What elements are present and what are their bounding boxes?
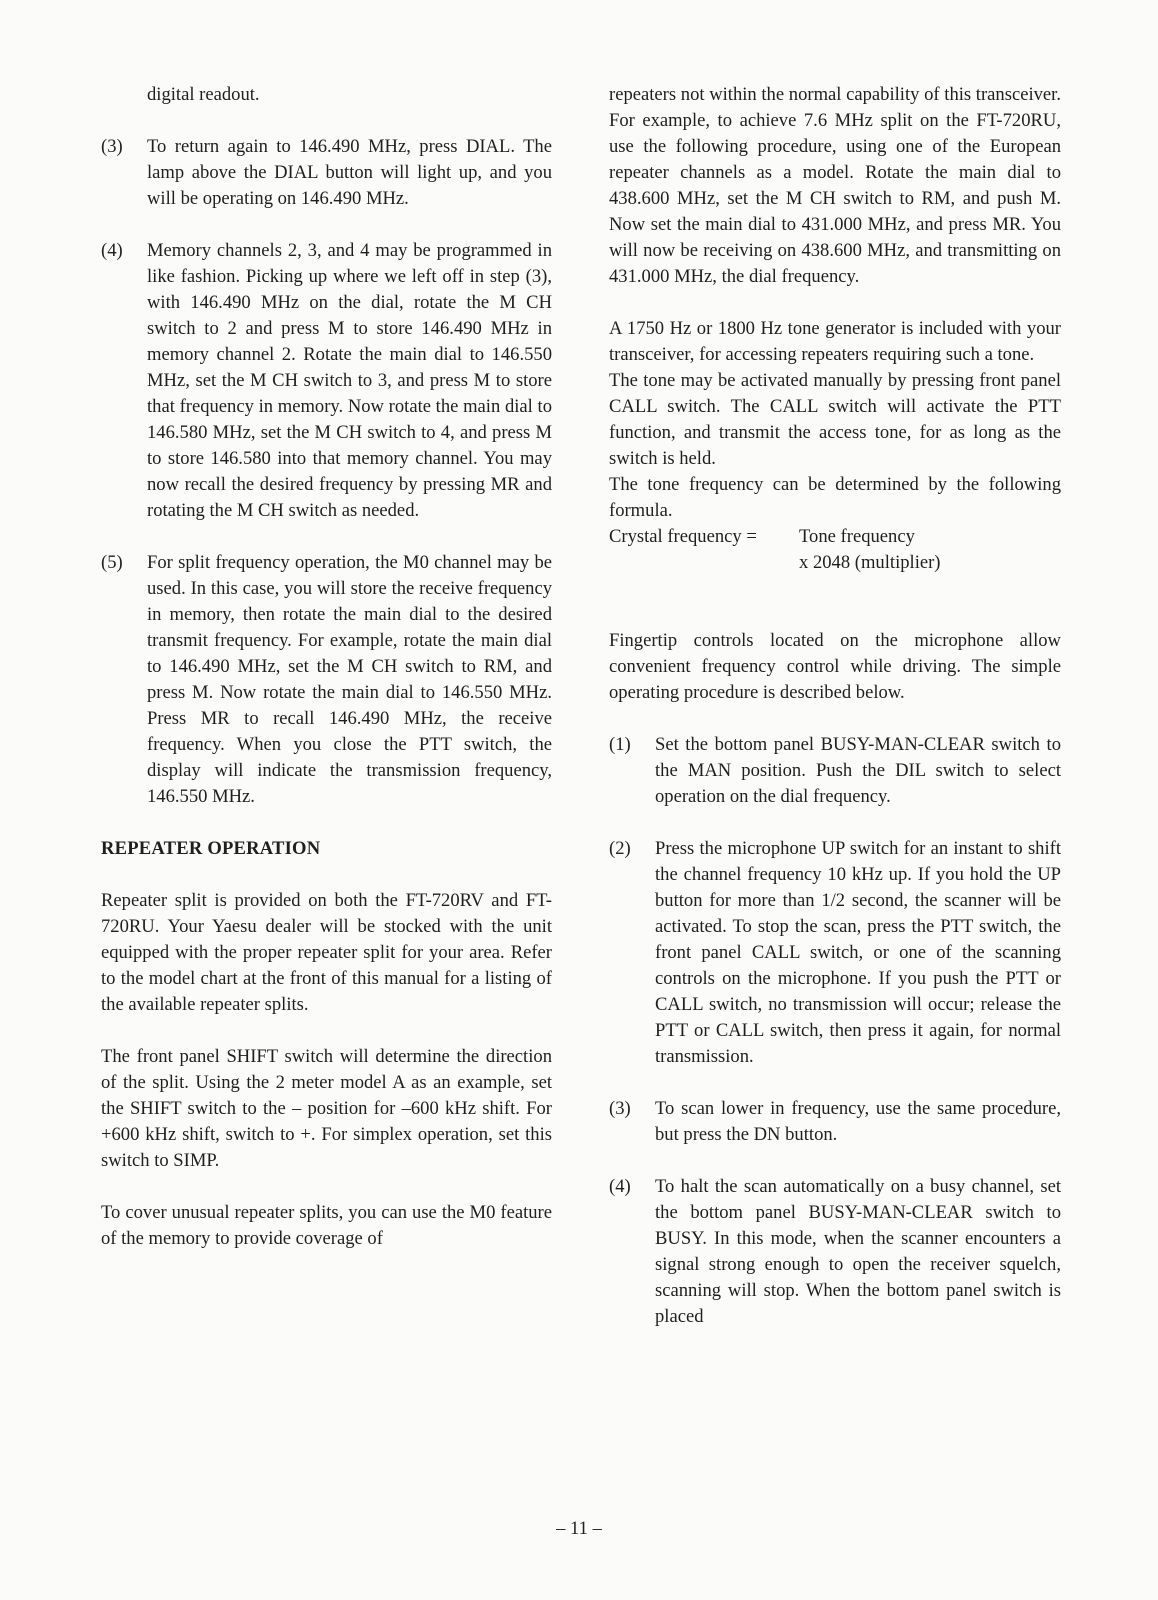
- formula: [609, 524, 1061, 550]
- formula-lhs: Crystal frequency =: [609, 526, 757, 547]
- list-item: [609, 836, 1061, 1070]
- paragraph: The tone frequency can be determined by the following formula.: [609, 474, 1061, 521]
- page-number: – 11 –: [556, 1518, 602, 1539]
- list-item-text: Set the bottom panel BUSY-MAN-CLEAR switch to the MAN position. Push the DIL switch to select operation on the dial frequency.: [655, 734, 1061, 807]
- list-item-number: (5): [101, 552, 123, 573]
- list-item-text: Memory channels 2, 3, and 4 may be programmed in like fashion. Picking up where we left off in step (3), with 146.490 MHz on the dial, rotate the M CH switch to 2 and press M to store 146.490 MHz in memory channel 2. Rotate the main dial to 146.550 MHz, set the M CH switch to 3, and press M to store that frequency in memory. Now rotate the main dial to 146.580 MHz, set the M CH switch to 4, and press M to store 146.580 into that memory channel. You may now recall the desired frequency by pressing MR and rotating the M CH switch as needed.: [147, 240, 552, 521]
- right-column: [609, 82, 1061, 1356]
- list-item: [609, 1096, 1061, 1148]
- paragraph: The front panel SHIFT switch will determine the direction of the split. Using the 2 meter model A as an example, set the SHIFT switch to the – position for –600 kHz shift. For +600 kHz shift, switch to +. For simplex operation, set this switch to SIMP.: [101, 1046, 552, 1171]
- list-item-text: To halt the scan automatically on a busy channel, set the bottom panel BUSY-MAN-CLEAR switch to BUSY. In this mode, when the scanner encounters a signal strong enough to open the receiver squelch, scanning will stop. When the bottom panel switch is placed: [655, 1176, 1061, 1327]
- list-item-text: Press the microphone UP switch for an instant to shift the channel frequency 10 kHz up. If you hold the UP button for more than 1/2 second, the scanner will be activated. To stop the scan, press the PTT switch, the front panel CALL switch, or one of the scanning controls on the microphone. If you push the PTT or CALL switch, no transmission will occur; release the PTT or CALL switch, then press it again, for normal transmission.: [655, 838, 1061, 1067]
- list-item: [609, 1174, 1061, 1330]
- paragraph: The tone may be activated manually by pressing front panel CALL switch. The CALL switch will activate the PTT function, and transmit the access tone, for as long as the switch is held.: [609, 370, 1061, 469]
- list-item-number: (3): [609, 1098, 631, 1119]
- list-item-text: To return again to 146.490 MHz, press DIAL. The lamp above the DIAL button will light up, and you will be operating on 146.490 MHz.: [147, 136, 552, 209]
- paragraph: To cover unusual repeater splits, you can use the M0 feature of the memory to provide coverage of: [101, 1202, 552, 1249]
- continued-text: digital readout.: [147, 84, 260, 105]
- list-item-text: To scan lower in frequency, use the same procedure, but press the DN button.: [655, 1098, 1061, 1145]
- list-item: [609, 732, 1061, 810]
- list-item: [101, 238, 552, 524]
- list-item-number: (3): [101, 136, 123, 157]
- paragraph: repeaters not within the normal capability of this transceiver. For example, to achieve 7.6 MHz split on the FT-720RU, use the following procedure, using one of the European repeater channels as a model. Rotate the main dial to 438.600 MHz, set the M CH switch to RM, and push M. Now set the main dial to 431.000 MHz, and press MR. You will now be receiving on 438.600 MHz, and transmitting on 431.000 MHz, the dial frequency.: [609, 84, 1061, 287]
- formula-line-2: x 2048 (multiplier): [799, 552, 941, 573]
- list-item-number: (2): [609, 838, 631, 859]
- list-item: [101, 134, 552, 212]
- paragraph: A 1750 Hz or 1800 Hz tone generator is included with your transceiver, for accessing repeaters requiring such a tone.: [609, 318, 1061, 365]
- left-column: [101, 82, 552, 1278]
- section-heading: REPEATER OPERATION: [101, 838, 321, 859]
- paragraph: Fingertip controls located on the microphone allow convenient frequency control while driving. The simple operating procedure is described below.: [609, 630, 1061, 703]
- list-item-text: For split frequency operation, the M0 channel may be used. In this case, you will store the receive frequency in memory, then rotate the main dial to the desired transmit frequency. For example, rotate the main dial to 146.490 MHz, set the M CH switch to RM, and press M. Now rotate the main dial to 146.550 MHz. Press MR to recall 146.490 MHz, the receive frequency. When you close the PTT switch, the display will indicate the transmission frequency, 146.550 MHz.: [147, 552, 552, 807]
- list-item: [101, 550, 552, 810]
- paragraph: Repeater split is provided on both the FT-720RV and FT-720RU. Your Yaesu dealer will be stocked with the unit equipped with the proper repeater split for your area. Refer to the model chart at the front of this manual for a listing of the available repeater splits.: [101, 890, 552, 1015]
- list-item-number: (4): [609, 1176, 631, 1197]
- list-item-number: (1): [609, 734, 631, 755]
- list-item-number: (4): [101, 240, 123, 261]
- formula-rhs: Tone frequency: [799, 526, 915, 547]
